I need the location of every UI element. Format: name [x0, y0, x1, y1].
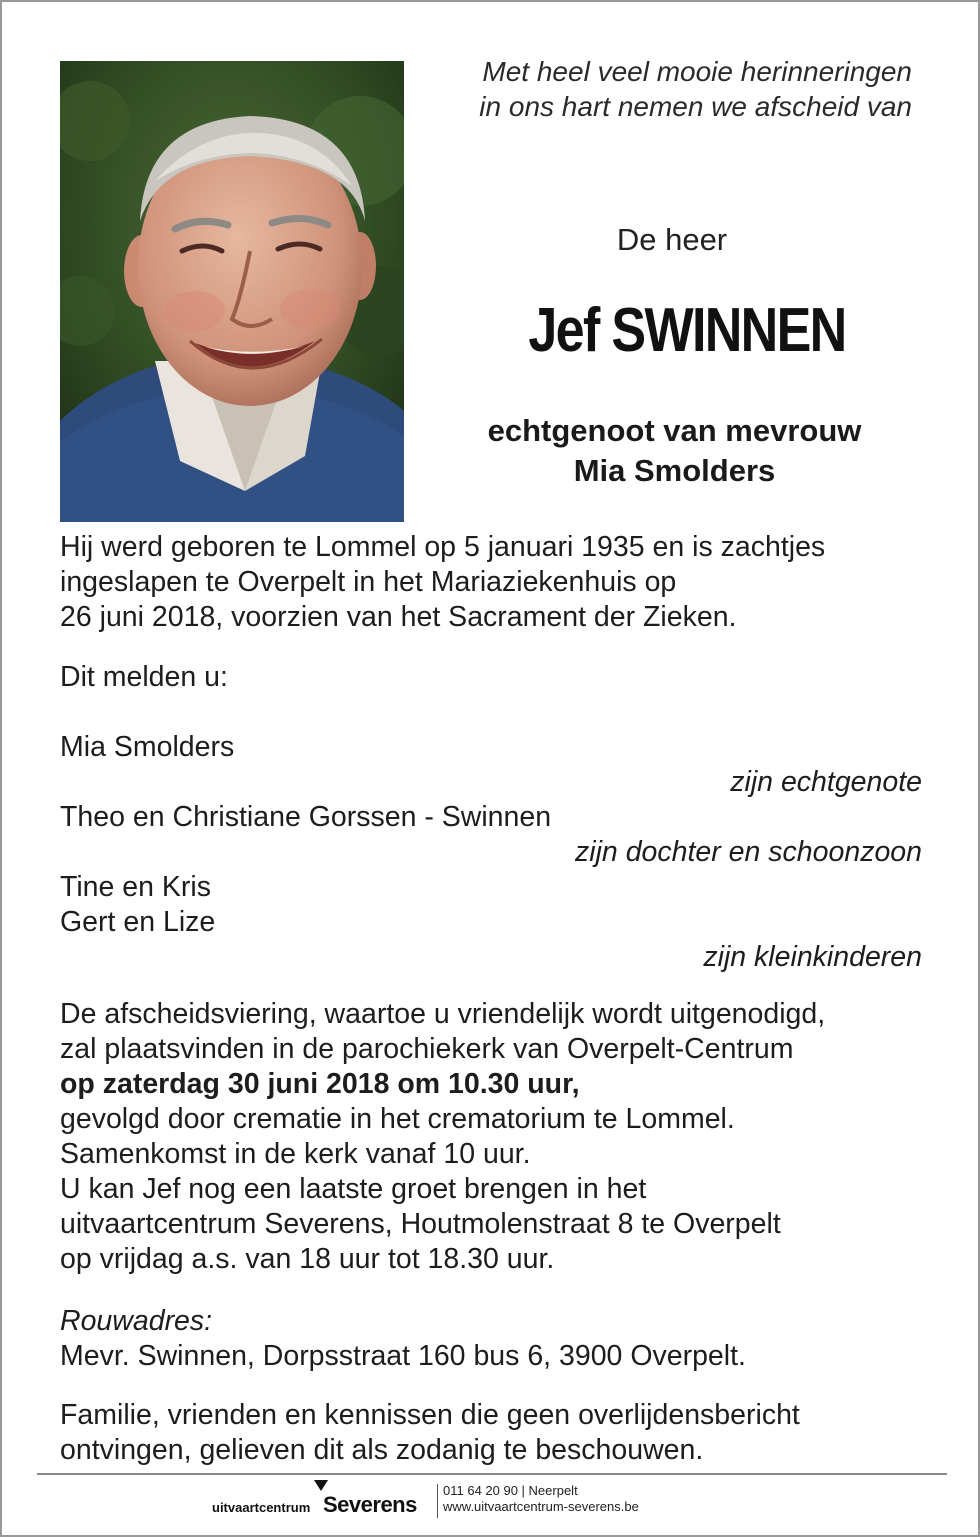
footer — [2, 1478, 978, 1528]
mourning-address — [60, 1304, 922, 1374]
footer-separator — [437, 1484, 438, 1518]
paragraph-line: Hij werd geboren te Lommel op 5 januari 1935 en is zachtjes — [60, 531, 826, 563]
family-relation: zijn kleinkinderen — [703, 941, 922, 973]
intro-line: Met heel veel mooie herinneringen — [482, 56, 912, 87]
paragraph-line: Familie, vrienden en kennissen die geen overlijdensbericht — [60, 1399, 800, 1431]
family-member: Tine en Kris — [60, 871, 212, 903]
paragraph-line: U kan Jef nog een laatste groet brengen in het — [60, 1173, 647, 1205]
paragraph-line: op vrijdag a.s. van 18 uur tot 18.30 uur. — [60, 1243, 555, 1275]
paragraph-line: 26 juni 2018, voorzien van het Sacrament der Zieken. — [60, 601, 737, 633]
portrait-image — [60, 61, 404, 522]
paragraph-line: ingeslapen te Overpelt in het Mariaziekenhuis op — [60, 566, 677, 598]
intro-text — [412, 54, 912, 124]
salutation: De heer — [616, 222, 728, 257]
paragraph-line: gevolgd door crematie in het crematorium te Lommel. — [60, 1103, 735, 1135]
family-list — [60, 730, 922, 975]
family-member: Gert en Lize — [60, 906, 216, 938]
closing-paragraph — [60, 1398, 922, 1468]
announcement: Dit melden u: — [60, 661, 228, 693]
paragraph-line: Samenkomst in de kerk vanaf 10 uur. — [60, 1138, 531, 1170]
footer-contact — [443, 1483, 639, 1515]
address-label: Rouwadres: — [60, 1305, 213, 1337]
address-value: Mevr. Swinnen, Dorpsstraat 160 bus 6, 3900 Overpelt. — [60, 1340, 746, 1372]
paragraph-line: zal plaatsvinden in de parochiekerk van Overpelt-Centrum — [60, 1033, 794, 1065]
family-member: Mia Smolders — [60, 731, 235, 763]
paragraph-line: De afscheidsviering, waartoe u vriendelijk wordt uitgenodigd, — [60, 998, 826, 1030]
brand-subtitle: uitvaartcentrum — [212, 1500, 311, 1515]
family-member: Theo en Christiane Gorssen - Swinnen — [60, 801, 552, 833]
footer-phone: 011 64 20 90 | Neerpelt — [443, 1483, 578, 1498]
portrait-photo — [60, 61, 404, 522]
paragraph-line: uitvaartcentrum Severens, Houtmolenstraat 8 te Overpelt — [60, 1208, 781, 1240]
paragraph-line: ontvingen, gelieven dit als zodanig te beschouwen. — [60, 1434, 704, 1466]
spouse-name: Mia Smolders — [573, 453, 776, 488]
spouse-line: echtgenoot van mevrouw — [487, 413, 862, 448]
family-relation: zijn echtgenote — [730, 766, 922, 798]
footer-website[interactable]: www.uitvaartcentrum-severens.be — [443, 1499, 639, 1514]
spouse-info — [432, 411, 917, 491]
family-relation: zijn dochter en schoonzoon — [575, 836, 922, 868]
footer-divider — [37, 1473, 947, 1475]
brand-name: Severens — [323, 1492, 417, 1517]
ceremony-date: op zaterdag 30 juni 2018 om 10.30 uur, — [60, 1068, 580, 1100]
birth-death-paragraph — [60, 530, 922, 635]
deceased-name: Jef SWINNEN — [528, 296, 846, 365]
ceremony-paragraph — [60, 997, 922, 1277]
triangle-logo-icon — [314, 1480, 328, 1491]
intro-line: in ons hart nemen we afscheid van — [479, 91, 912, 122]
